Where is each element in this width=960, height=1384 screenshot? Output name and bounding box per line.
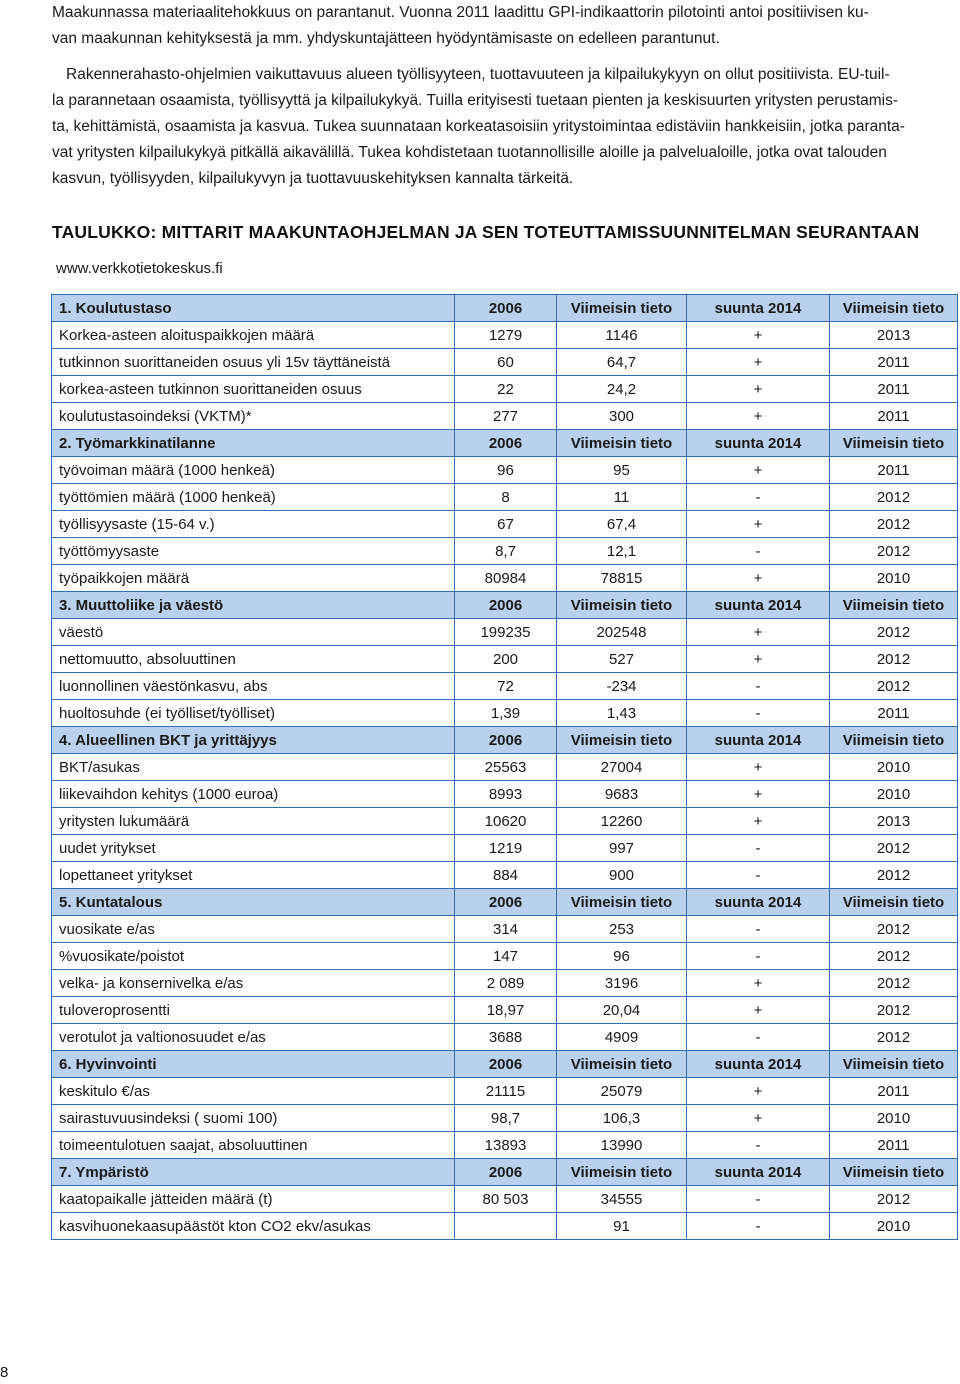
column-trend-header: suunta 2014 [687,727,830,754]
metric-label: työvoiman määrä (1000 henkeä) [52,457,455,484]
value-latest: 4909 [557,1024,687,1051]
trend-2014: - [687,916,830,943]
table-row [52,349,958,376]
metric-label: vuosikate e/as [52,916,455,943]
table-row [52,916,958,943]
value-latest: 78815 [557,565,687,592]
latest-year: 2010 [830,781,958,808]
section-header-row [52,1051,958,1078]
value-2006: 10620 [455,808,557,835]
metric-label: työttömyysaste [52,538,455,565]
trend-2014: - [687,538,830,565]
column-latest-year-header: Viimeisin tieto [830,592,958,619]
value-2006: 25563 [455,754,557,781]
column-latest-year-header: Viimeisin tieto [830,889,958,916]
trend-2014: + [687,511,830,538]
metric-label: lopettaneet yritykset [52,862,455,889]
value-2006: 1279 [455,322,557,349]
latest-year: 2012 [830,997,958,1024]
latest-year: 2010 [830,1105,958,1132]
value-2006: 884 [455,862,557,889]
trend-2014: + [687,1078,830,1105]
value-latest: 12,1 [557,538,687,565]
value-latest: 20,04 [557,997,687,1024]
metric-label: nettomuutto, absoluuttinen [52,646,455,673]
latest-year: 2013 [830,322,958,349]
metric-label: uudet yritykset [52,835,455,862]
table-row [52,835,958,862]
metric-label: yritysten lukumäärä [52,808,455,835]
column-2006-header: 2006 [455,889,557,916]
table-row [52,538,958,565]
latest-year: 2012 [830,619,958,646]
column-trend-header: suunta 2014 [687,889,830,916]
latest-year: 2012 [830,511,958,538]
value-2006: 13893 [455,1132,557,1159]
table-row [52,781,958,808]
table-row [52,1213,958,1240]
intro-text [52,0,958,192]
trend-2014: + [687,322,830,349]
latest-year: 2012 [830,646,958,673]
column-2006-header: 2006 [455,592,557,619]
table-row [52,1132,958,1159]
table-row [52,997,958,1024]
section-title-cell: 7. Ympäristö [52,1159,455,1186]
value-latest: 91 [557,1213,687,1240]
intro-paragraph-2 [52,62,958,192]
table-row [52,754,958,781]
page-number: 8 [0,1364,9,1381]
column-trend-header: suunta 2014 [687,1051,830,1078]
table-row [52,700,958,727]
trend-2014: - [687,835,830,862]
table-row [52,1186,958,1213]
trend-2014: + [687,970,830,997]
column-2006-header: 2006 [455,1159,557,1186]
metric-label: työpaikkojen määrä [52,565,455,592]
section-title-cell: 4. Alueellinen BKT ja yrittäjyys [52,727,455,754]
column-latest-year-header: Viimeisin tieto [830,430,958,457]
latest-year: 2010 [830,1213,958,1240]
value-latest: 12260 [557,808,687,835]
metric-label: työttömien määrä (1000 henkeä) [52,484,455,511]
latest-year: 2012 [830,538,958,565]
column-latest-header: Viimeisin tieto [557,295,687,322]
value-2006: 3688 [455,1024,557,1051]
column-latest-header: Viimeisin tieto [557,592,687,619]
value-latest: 11 [557,484,687,511]
metric-label: sairastuvuusindeksi ( suomi 100) [52,1105,455,1132]
value-latest: 997 [557,835,687,862]
table-row [52,484,958,511]
table-row [52,565,958,592]
trend-2014: + [687,619,830,646]
trend-2014: - [687,1024,830,1051]
value-latest: 1,43 [557,700,687,727]
value-latest: 95 [557,457,687,484]
value-2006: 72 [455,673,557,700]
value-2006: 60 [455,349,557,376]
value-latest: 253 [557,916,687,943]
column-latest-header: Viimeisin tieto [557,727,687,754]
table-row [52,403,958,430]
value-2006: 2 089 [455,970,557,997]
intro-line: ta, kehittämistä, osaamista ja kasvua. Tukea suunnataan korkeatasoisiin yritystoimintaa edistäviin hankkeisiin, jotka paranta- [52,118,905,135]
intro-line: Rakennerahasto-ohjelmien vaikuttavuus alueen työllisyyteen, tuottavuuteen ja kilpailukykyyn on ollut positiivista. EU-tuil- [66,66,890,83]
trend-2014: - [687,1186,830,1213]
metric-label: verotulot ja valtionosuudet e/as [52,1024,455,1051]
value-2006: 67 [455,511,557,538]
metric-label: toimeentulotuen saajat, absoluuttinen [52,1132,455,1159]
column-2006-header: 2006 [455,727,557,754]
table-row [52,619,958,646]
column-trend-header: suunta 2014 [687,592,830,619]
latest-year: 2011 [830,1078,958,1105]
column-trend-header: suunta 2014 [687,1159,830,1186]
latest-year: 2012 [830,862,958,889]
metric-label: luonnollinen väestönkasvu, abs [52,673,455,700]
column-latest-year-header: Viimeisin tieto [830,1051,958,1078]
metric-label: kasvihuonekaasupäästöt kton CO2 ekv/asukas [52,1213,455,1240]
latest-year: 2013 [830,808,958,835]
value-2006: 8 [455,484,557,511]
value-2006: 98,7 [455,1105,557,1132]
latest-year: 2012 [830,970,958,997]
value-2006: 21115 [455,1078,557,1105]
section-header-row [52,889,958,916]
metric-label: liikevaihdon kehitys (1000 euroa) [52,781,455,808]
metrics-table [51,294,958,1240]
value-2006: 147 [455,943,557,970]
source-link[interactable]: www.verkkotietokeskus.fi [56,260,223,277]
section-header-row [52,727,958,754]
value-2006: 200 [455,646,557,673]
value-2006 [455,1213,557,1240]
trend-2014: - [687,1132,830,1159]
latest-year: 2010 [830,754,958,781]
trend-2014: + [687,781,830,808]
value-latest: 24,2 [557,376,687,403]
table-row [52,457,958,484]
value-latest: 64,7 [557,349,687,376]
value-latest: 106,3 [557,1105,687,1132]
latest-year: 2012 [830,943,958,970]
value-2006: 1219 [455,835,557,862]
value-latest: 202548 [557,619,687,646]
section-title-cell: 6. Hyvinvointi [52,1051,455,1078]
metric-label: korkea-asteen tutkinnon suorittaneiden osuus [52,376,455,403]
value-2006: 80984 [455,565,557,592]
trend-2014: + [687,754,830,781]
value-latest: 27004 [557,754,687,781]
section-title-cell: 5. Kuntatalous [52,889,455,916]
table-row [52,511,958,538]
metric-label: %vuosikate/poistot [52,943,455,970]
intro-line: kasvun, työllisyyden, kilpailukyvyn ja tuottavuuskehityksen kannalta tärkeitä. [52,170,574,187]
latest-year: 2011 [830,349,958,376]
column-2006-header: 2006 [455,1051,557,1078]
table-row [52,322,958,349]
trend-2014: + [687,403,830,430]
section-header-row [52,295,958,322]
trend-2014: + [687,376,830,403]
section-title-cell: 3. Muuttoliike ja väestö [52,592,455,619]
metric-label: Korkea-asteen aloituspaikkojen määrä [52,322,455,349]
section-header-row [52,430,958,457]
table-row [52,646,958,673]
value-latest: 9683 [557,781,687,808]
trend-2014: + [687,349,830,376]
latest-year: 2012 [830,835,958,862]
trend-2014: - [687,1213,830,1240]
intro-paragraph-1 [52,0,958,52]
value-latest: 67,4 [557,511,687,538]
value-2006: 8,7 [455,538,557,565]
column-latest-header: Viimeisin tieto [557,1159,687,1186]
intro-line: van maakunnan kehityksestä ja mm. yhdyskuntajätteen hyödyntämisaste on edelleen parantunut. [52,30,720,47]
table-row [52,1078,958,1105]
value-2006: 96 [455,457,557,484]
intro-line: vat yritysten kilpailukykyä pitkällä aikavälillä. Tukea kohdistetaan tuotannollisille aloille ja palvelualoille, jotka ovat talouden [52,144,887,161]
value-2006: 18,97 [455,997,557,1024]
value-latest: 527 [557,646,687,673]
value-2006: 22 [455,376,557,403]
trend-2014: - [687,862,830,889]
table-row [52,673,958,700]
section-title-cell: 1. Koulutustaso [52,295,455,322]
intro-line: la parannetaan osaamista, työllisyyttä ja kilpailukykyä. Tuilla erityisesti tuetaan pienten ja keskisuurten yritysten perustamis- [52,92,899,109]
column-trend-header: suunta 2014 [687,295,830,322]
latest-year: 2011 [830,376,958,403]
metric-label: työllisyysaste (15-64 v.) [52,511,455,538]
table-row [52,943,958,970]
latest-year: 2011 [830,403,958,430]
trend-2014: - [687,943,830,970]
latest-year: 2012 [830,1186,958,1213]
table-row [52,1024,958,1051]
table-row [52,970,958,997]
trend-2014: + [687,457,830,484]
value-2006: 277 [455,403,557,430]
latest-year: 2011 [830,700,958,727]
metric-label: tuloveroprosentti [52,997,455,1024]
section-header-row [52,592,958,619]
latest-year: 2011 [830,1132,958,1159]
value-latest: 96 [557,943,687,970]
value-2006: 314 [455,916,557,943]
metric-label: velka- ja konsernivelka e/as [52,970,455,997]
latest-year: 2012 [830,484,958,511]
metric-label: väestö [52,619,455,646]
column-latest-year-header: Viimeisin tieto [830,1159,958,1186]
value-2006: 8993 [455,781,557,808]
value-latest: 3196 [557,970,687,997]
metric-label: BKT/asukas [52,754,455,781]
column-2006-header: 2006 [455,295,557,322]
metric-label: keskitulo €/as [52,1078,455,1105]
section-title-cell: 2. Työmarkkinatilanne [52,430,455,457]
trend-2014: + [687,646,830,673]
value-latest: 34555 [557,1186,687,1213]
value-latest: -234 [557,673,687,700]
value-latest: 25079 [557,1078,687,1105]
trend-2014: - [687,700,830,727]
table-row [52,808,958,835]
section-title: TAULUKKO: MITTARIT MAAKUNTAOHJELMAN JA SEN TOTEUTTAMISSUUNNITELMAN SEURANTAAN [52,222,920,242]
metric-label: huoltosuhde (ei työlliset/työlliset) [52,700,455,727]
column-latest-year-header: Viimeisin tieto [830,295,958,322]
trend-2014: + [687,565,830,592]
value-2006: 1,39 [455,700,557,727]
trend-2014: + [687,997,830,1024]
table-row [52,1105,958,1132]
table-row [52,376,958,403]
column-latest-header: Viimeisin tieto [557,889,687,916]
column-2006-header: 2006 [455,430,557,457]
table-row [52,862,958,889]
trend-2014: - [687,484,830,511]
trend-2014: + [687,1105,830,1132]
value-latest: 13990 [557,1132,687,1159]
column-trend-header: suunta 2014 [687,430,830,457]
value-2006: 80 503 [455,1186,557,1213]
value-latest: 300 [557,403,687,430]
section-header-row [52,1159,958,1186]
value-latest: 900 [557,862,687,889]
column-latest-year-header: Viimeisin tieto [830,727,958,754]
column-latest-header: Viimeisin tieto [557,1051,687,1078]
value-2006: 199235 [455,619,557,646]
intro-line: Maakunnassa materiaalitehokkuus on parantanut. Vuonna 2011 laadittu GPI-indikaattorin pilotointi antoi positiivisen ku- [52,4,869,21]
value-latest: 1146 [557,322,687,349]
trend-2014: - [687,673,830,700]
metric-label: tutkinnon suorittaneiden osuus yli 15v täyttäneistä [52,349,455,376]
latest-year: 2012 [830,1024,958,1051]
latest-year: 2011 [830,457,958,484]
metric-label: koulutustasoindeksi (VKTM)* [52,403,455,430]
latest-year: 2012 [830,673,958,700]
metric-label: kaatopaikalle jätteiden määrä (t) [52,1186,455,1213]
column-latest-header: Viimeisin tieto [557,430,687,457]
latest-year: 2010 [830,565,958,592]
latest-year: 2012 [830,916,958,943]
trend-2014: + [687,808,830,835]
